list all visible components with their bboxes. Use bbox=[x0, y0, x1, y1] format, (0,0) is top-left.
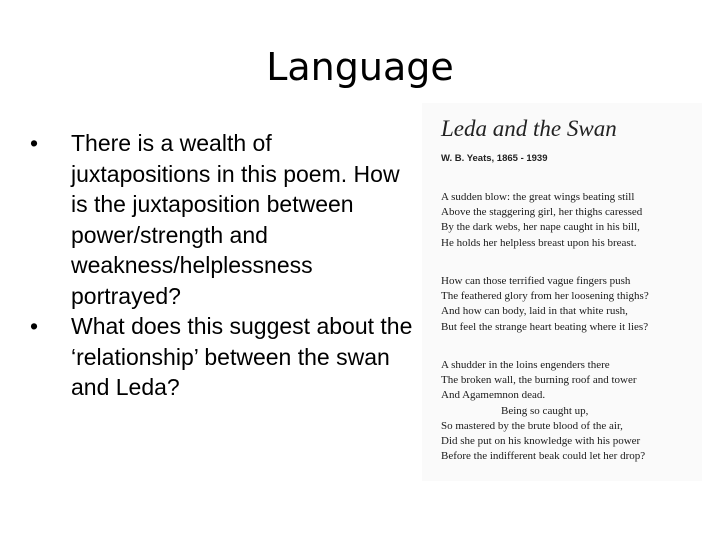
poem-line: Did she put on his knowledge with his power bbox=[441, 435, 641, 448]
bullet-marker: • bbox=[30, 130, 39, 156]
poem-image bbox=[422, 103, 702, 481]
poem-line: The feathered glory from her loosening thighs? bbox=[441, 290, 649, 303]
bullet-item bbox=[30, 128, 415, 311]
poem-line: How can those terrified vague fingers push bbox=[441, 275, 631, 287]
poem-stanza bbox=[441, 358, 702, 464]
bullet-list bbox=[30, 128, 415, 403]
poem-line: He holds her helpless breast upon his breast. bbox=[441, 236, 637, 249]
poem-line: But feel the strange heart beating where it lies? bbox=[441, 320, 649, 333]
poem-line: So mastered by the brute blood of the air, bbox=[441, 419, 623, 432]
poem-author: W. B. Yeats, 1865 - 1939 bbox=[441, 153, 548, 164]
poem-line: And Agamemnon dead. bbox=[441, 389, 546, 402]
poem-line: Being so caught up, bbox=[501, 404, 589, 417]
bullet-text: There is a wealth of juxtapositions in this poem. How is the juxtaposition between power/strength and weakness/helplessness portrayed? bbox=[71, 130, 400, 309]
poem-title: Leda and the Swan bbox=[441, 116, 617, 141]
poem-line: By the dark webs, her nape caught in his bill, bbox=[441, 221, 640, 234]
bullet-text: What does this suggest about the ‘relationship’ between the swan and Leda? bbox=[71, 313, 413, 400]
poem-line: A sudden blow: the great wings beating still bbox=[441, 191, 635, 203]
bullet-item bbox=[30, 311, 415, 403]
poem-line: And how can body, laid in that white rush, bbox=[441, 305, 628, 318]
poem-line: Before the indifferent beak could let her drop? bbox=[441, 450, 646, 463]
poem-stanza bbox=[441, 274, 702, 335]
bullet-marker: • bbox=[30, 313, 39, 339]
poem-line: Above the staggering girl, her thighs caressed bbox=[441, 206, 643, 219]
slide-title: Language bbox=[266, 45, 454, 89]
poem-line: The broken wall, the burning roof and tower bbox=[441, 374, 637, 387]
poem-stanza bbox=[441, 190, 702, 251]
poem-line: A shudder in the loins engenders there bbox=[441, 359, 610, 371]
